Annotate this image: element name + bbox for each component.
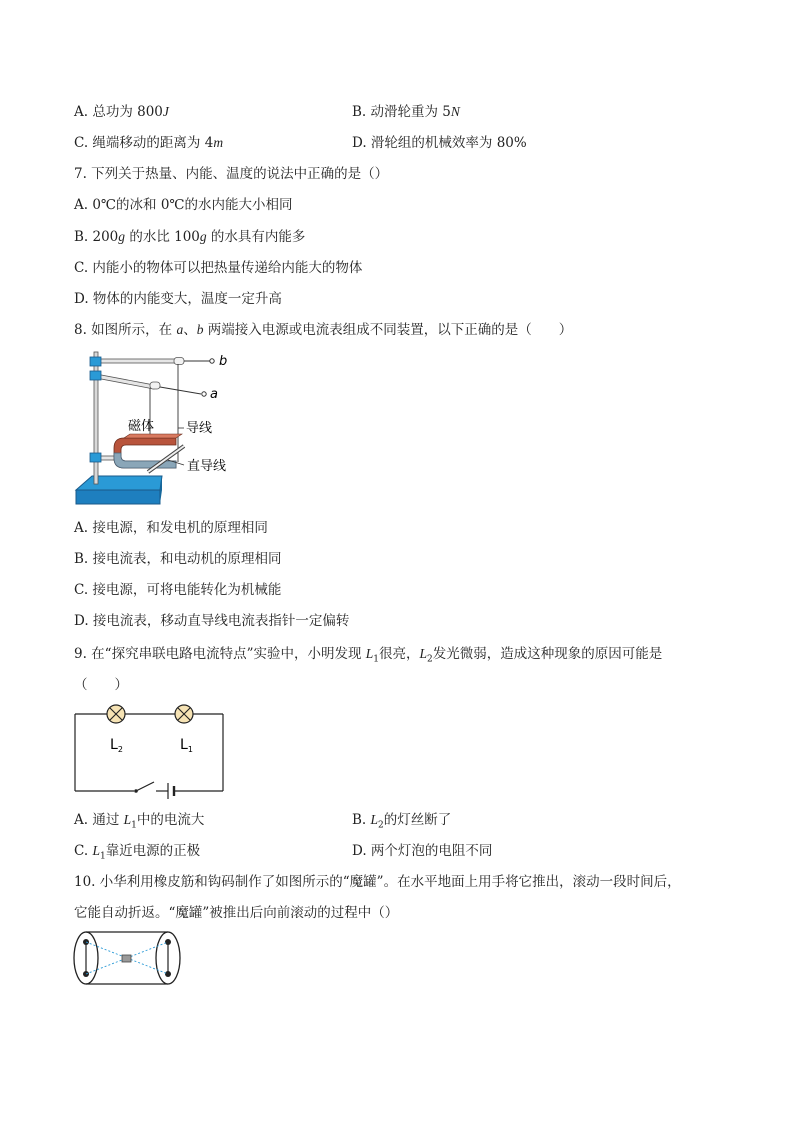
q7-option-b xyxy=(74,228,305,246)
q9-a-p2: 中的电流大 xyxy=(136,812,205,828)
unit-j: J xyxy=(162,104,169,119)
unit-n: N xyxy=(450,104,460,119)
label-l1: $L_1$ xyxy=(180,737,193,754)
q6-option-b xyxy=(352,103,460,121)
q7-stem: 7. 下列关于热量、内能、温度的说法中正确的是（） xyxy=(74,166,389,182)
q8-stem-p3: 两端接入电源或电流表组成不同装置，以下正确的是（ ） xyxy=(203,322,573,338)
lamp-l1 xyxy=(175,705,193,723)
second-arm-tip xyxy=(150,382,160,389)
q8-var-b: b xyxy=(196,322,204,337)
q9-c-l: L xyxy=(92,843,100,858)
q9-b-l: L xyxy=(370,812,379,827)
q8-option-d: D. 接电流表，移动直导线电流表指针一定偏转 xyxy=(74,613,350,629)
q8-stem-p1: 8. 如图所示，在 xyxy=(74,322,177,338)
q6-option-c-text: C. 绳端移动的距离为 4 xyxy=(74,135,214,151)
q9-stem-p3: 发光微弱，造成这种现象的原因可能是 xyxy=(432,646,663,662)
stand-base-front xyxy=(76,490,160,504)
q6-option-a-text: A. 总功为 800 xyxy=(74,104,163,120)
q9-a-l: L xyxy=(123,812,132,827)
q8-var-a: a xyxy=(176,322,184,337)
q9-c-p1: C. xyxy=(74,843,93,859)
label-straight-wire: 直导线 xyxy=(187,459,227,474)
q6-option-a xyxy=(74,103,169,121)
q9-option-c xyxy=(74,842,200,866)
q8-option-b: B. 接电流表，和电动机的原理相同 xyxy=(74,551,282,567)
q9-option-a xyxy=(74,811,204,835)
q10-stem-cont: 它能自动折返。“魔罐”被推出后向前滚动的过程中（） xyxy=(74,905,399,921)
q7-b-part1: B. 200 xyxy=(74,229,119,245)
unit-g-1: g xyxy=(118,229,126,244)
q9-a-sub: 1 xyxy=(131,820,137,831)
hook-weight xyxy=(122,955,131,962)
q8-stem xyxy=(74,321,572,339)
series-circuit-figure xyxy=(70,700,230,804)
magic-can-figure xyxy=(70,928,188,990)
q7-option-c: C. 内能小的物体可以把热量传递给内能大的物体 xyxy=(74,260,363,276)
q7-option-a: A. 0℃的冰和 0℃的水内能大小相同 xyxy=(74,197,293,213)
q9-option-b xyxy=(352,811,451,835)
stand-base-top xyxy=(76,476,162,490)
q9-stem-p2: 很亮， xyxy=(379,646,420,662)
u-magnet-top-face xyxy=(124,434,182,438)
unit-g-2: g xyxy=(199,229,207,244)
q9-b-p2: 的灯丝断了 xyxy=(383,812,452,828)
q9-stem xyxy=(74,645,662,669)
unit-m: m xyxy=(213,135,224,150)
q9-stem-p1: 9. 在“探究串联电路电流特点”实验中，小明发现 xyxy=(74,646,366,662)
label-l2: $L_2$ xyxy=(110,737,123,754)
label-b: b xyxy=(219,354,228,369)
second-arm xyxy=(96,374,154,389)
label-a: a xyxy=(210,387,218,402)
switch-blade xyxy=(136,782,154,791)
q9-l2: L xyxy=(419,646,428,661)
q7-b-part3: 的水具有内能多 xyxy=(206,229,306,245)
label-wire: 导线 xyxy=(186,421,213,436)
lamp-l2 xyxy=(107,705,125,723)
q7-option-d: D. 物体的内能变大，温度一定升高 xyxy=(74,291,282,307)
q8-option-a: A. 接电源，和发电机的原理相同 xyxy=(74,520,268,536)
q10-stem: 10. 小华利用橡皮筋和钩码制作了如图所示的“魔罐”。在水平地面上用手将它推出，滚动一段时间后， xyxy=(74,874,681,890)
q9-c-sub: 1 xyxy=(99,851,106,862)
top-arm-tip xyxy=(174,358,184,365)
q8-stem-p2: 、 xyxy=(183,322,197,338)
q9-option-d: D. 两个灯泡的电阻不同 xyxy=(352,843,493,859)
clamp-bottom xyxy=(90,453,101,462)
q6-option-b-text: B. 动滑轮重为 5 xyxy=(352,104,451,120)
terminal-b xyxy=(210,359,214,363)
q9-l2-sub: 2 xyxy=(427,654,433,665)
label-magnet: 磁体 xyxy=(128,419,155,434)
q9-b-p1: B. xyxy=(352,812,371,828)
q9-l1: L xyxy=(365,646,374,661)
q8-option-c: C. 接电源，可将电能转化为机械能 xyxy=(74,582,282,598)
wire-to-a xyxy=(160,387,201,394)
q7-b-part2: 的水比 100 xyxy=(125,229,200,245)
q9-stem-cont: （ ） xyxy=(74,677,128,693)
terminal-a xyxy=(202,392,206,396)
q9-b-sub: 2 xyxy=(378,820,384,831)
q6-option-d: D. 滑轮组的机械效率为 80% xyxy=(352,135,527,151)
clamp-middle xyxy=(90,371,101,380)
q6-option-c xyxy=(74,134,223,152)
top-arm xyxy=(96,359,180,363)
q9-a-p1: A. 通过 xyxy=(74,812,124,828)
magnet-apparatus-figure xyxy=(70,348,245,510)
q9-c-p2: 靠近电源的正极 xyxy=(105,843,201,859)
clamp-top xyxy=(90,357,101,366)
q9-l1-sub: 1 xyxy=(373,654,380,665)
